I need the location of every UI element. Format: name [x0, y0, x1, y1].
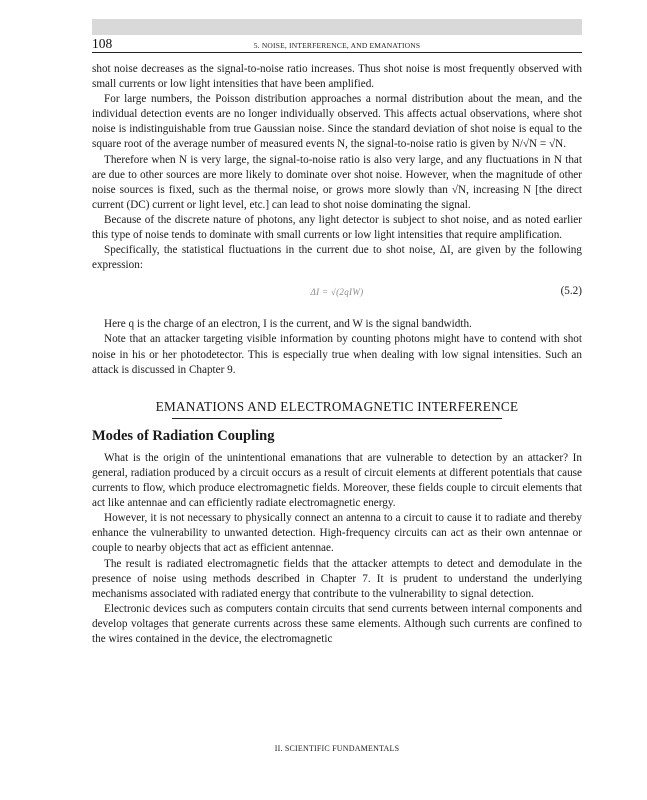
body-paragraph: shot noise decreases as the signal-to-noise ratio increases. Thus shot noise is most frequently observed with small currents or low light intensities that have been amplified.: [92, 63, 582, 91]
equation-expression: ΔI = √(2qIW): [310, 287, 364, 298]
section-underline: [172, 418, 502, 419]
body-paragraph: The result is radiated electromagnetic fields that the attacker attempts to detect and demodulate in the presence of noise using methods described in Chapter 7. It is prudent to understand the underlying mechanisms associated with radiated energy that contribute to the vulnerability to signal detection.: [92, 557, 582, 600]
equation-5-2: [92, 282, 582, 306]
body-paragraph: For large numbers, the Poisson distribution approaches a normal distribution about the mean, and the individual detection events are no longer individually observed. This affects actual observations, where shot noise is indistinguishable from true Gaussian noise. Since the standard deviation of shot noise is equal to the square root of the average number of measured events N, the signal-to-noise ratio is given by N/√N = √N.: [92, 93, 582, 151]
body-paragraph: Electronic devices such as computers contain circuits that send currents between internal components and develop voltages that generate currents across these same elements. Although such currents are confined to the wires contained in the device, the electromagnetic: [92, 602, 582, 645]
page-header: [92, 35, 582, 53]
body-paragraph: Here q is the charge of an electron, I is the current, and W is the signal bandwidth.: [104, 318, 472, 331]
running-head: 5. NOISE, INTERFERENCE, AND EMANATIONS: [253, 41, 421, 50]
page-footer: II. SCIENTIFIC FUNDAMENTALS: [274, 744, 400, 753]
body-paragraph: Therefore when N is very large, the signal-to-noise ratio is also very large, and any fluctuations in N that are due to other sources are more likely to dominate over shot noise. However, when the magnitude of other noise sources is fixed, such as the thermal noise, or grows more slowly than √N, increasing N [the direct current (DC) current or light level, etc.] can lead to shot noise dominating the signal.: [92, 153, 582, 211]
page-body: [92, 62, 582, 647]
subsection-title: Modes of Radiation Coupling: [92, 427, 275, 444]
body-paragraph: What is the origin of the unintentional emanations that are vulnerable to detection by an attacker? In general, radiation produced by a circuit occurs as a result of circuit elements at different potentials that cause currents to flow, which produce electromagnetic fields. Moreover, these fields couple to circuit elements that act like antennae and can efficiently radiate electromagnetic energy.: [92, 451, 582, 510]
body-paragraph: Because of the discrete nature of photons, any light detector is subject to shot noise, and as noted earlier this type of noise tends to dominate with small currents or low light intensities that require amplification.: [92, 213, 582, 242]
section-title: EMANATIONS AND ELECTROMAGNETIC INTERFERENCE: [155, 398, 519, 414]
body-paragraph: However, it is not necessary to physically connect an antenna to a circuit to cause it to radiate and thereby enhance the vulnerability to unwanted detection. High-frequency circuits can act as their own antennae or couple to nearby objects that act as efficient antennae.: [92, 512, 582, 555]
top-band: [92, 19, 582, 35]
body-paragraph: Note that an attacker targeting visible information by counting photons might have to contend with shot noise in his or her photodetector. This is especially true when dealing with low signal intensities. Such an attack is discussed in Chapter 9.: [92, 333, 582, 376]
equation-number: (5.2): [560, 285, 582, 298]
page-number: 108: [92, 36, 113, 51]
body-paragraph: Specifically, the statistical fluctuations in the current due to shot noise, ΔI, are given by the following expression:: [92, 244, 582, 272]
